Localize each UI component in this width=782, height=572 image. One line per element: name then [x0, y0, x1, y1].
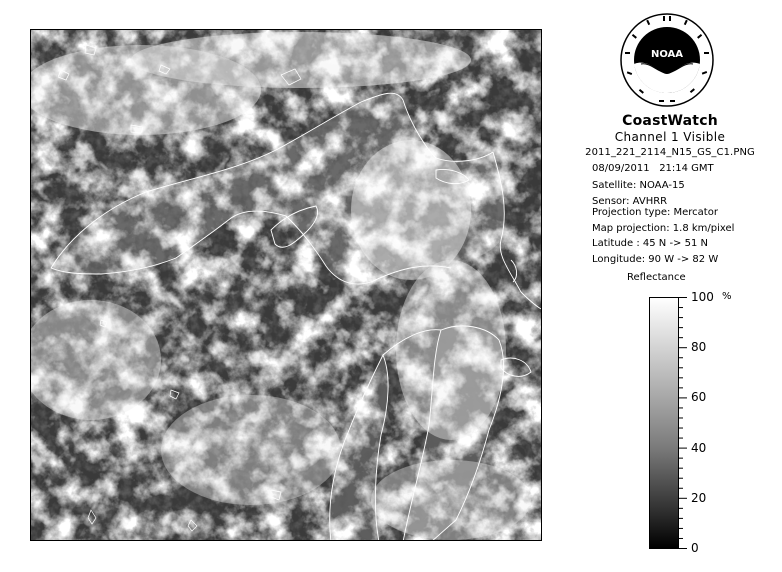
cloud-highlights [31, 30, 542, 541]
colorbar-tick-label: 40 [691, 441, 707, 455]
meta-sensor: Sensor: AVHRR [592, 196, 668, 207]
product-title: CoastWatch [622, 113, 718, 129]
meta-time: 21:14 GMT [659, 163, 714, 174]
satellite-image-svg [31, 30, 542, 541]
colorbar-tick-label: 100 [691, 290, 714, 304]
colorbar-tick-label: 60 [691, 390, 707, 404]
colorbar-label: Reflectance [627, 272, 686, 283]
colorbar-tick-label: 20 [691, 491, 707, 505]
noaa-logo [619, 12, 715, 108]
colorbar [649, 297, 679, 549]
colorbar-ticks [679, 297, 689, 549]
meta-latitude: Latitude : 45 N -> 51 N [592, 238, 708, 249]
noaa-logo-svg [619, 12, 715, 108]
meta-datetime [592, 163, 714, 174]
meta-longitude: Longitude: 90 W -> 82 W [592, 254, 719, 265]
logo-center-text: NOAA [650, 49, 684, 60]
image-filename: 2011_221_2114_N15_GS_C1.PNG [585, 147, 755, 158]
colorbar-tick-label: 0 [691, 541, 699, 555]
meta-date: 08/09/2011 [592, 163, 650, 174]
meta-satellite: Satellite: NOAA-15 [592, 180, 685, 191]
meta-projection-type: Projection type: Mercator [592, 207, 718, 218]
colorbar-unit: % [722, 291, 732, 302]
channel-title: Channel 1 Visible [614, 130, 726, 144]
satellite-image [30, 29, 542, 541]
colorbar-tick-label: 80 [691, 340, 707, 354]
meta-map-projection: Map projection: 1.8 km/pixel [592, 223, 735, 234]
